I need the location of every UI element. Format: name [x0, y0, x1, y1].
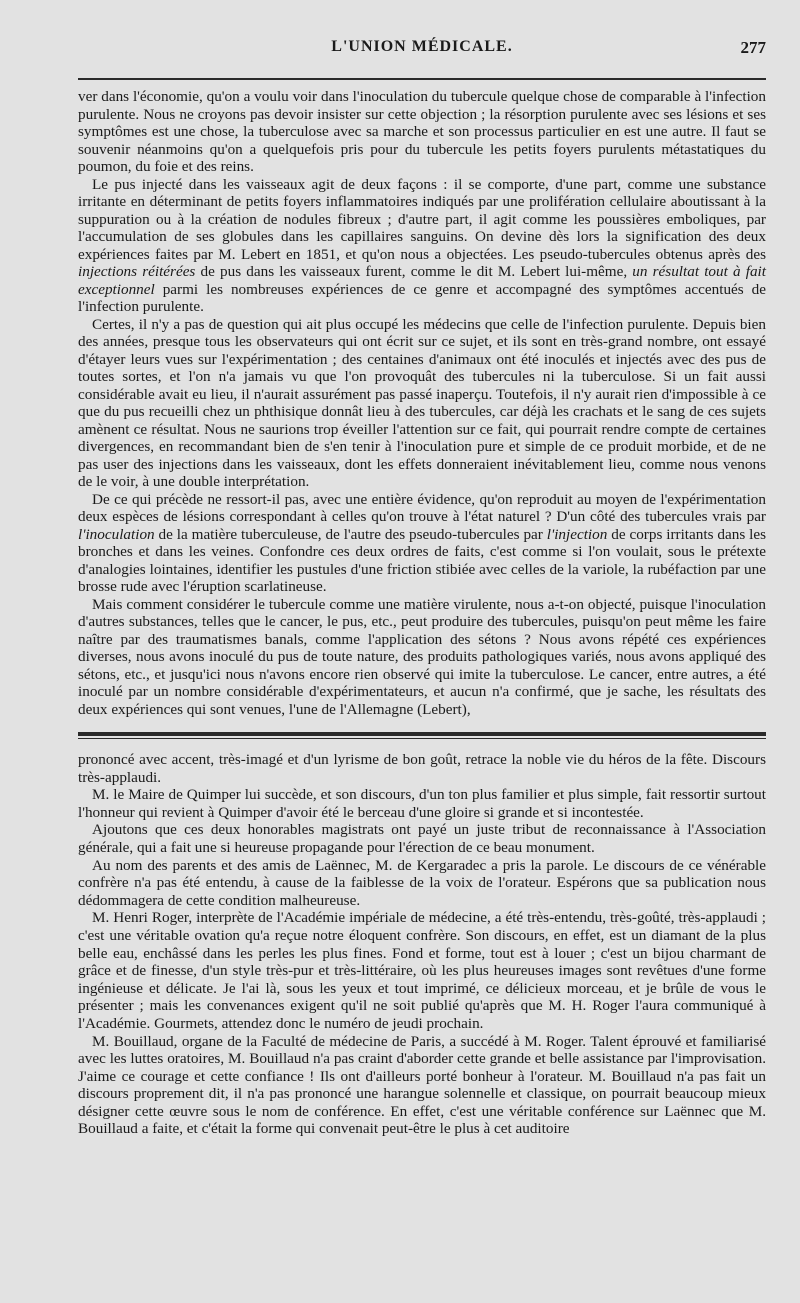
divider-thin-rule: [78, 738, 766, 739]
divider-thick-rule: [78, 732, 766, 736]
feuilleton-column: [78, 751, 766, 1138]
text-run: Le pus injecté dans les vaisseaux agit de deux façons : il se comporte, d'une part, comme une substance irritante en déterminant de petits foyers inflammatoires indiqués par une prolifération cellulaire aboutissant à la suppuration ou à la création de nodules fibreux ; d'autre part, il agit comme les poussières emboliques, par l'accumulation de ses globules dans les capillaires sanguins. On devine dès lors la signification des deux expériences faites par M. Lebert en 1851, et qu'on nous a objectées. Les pseudo-tubercules obtenus après des: [78, 175, 766, 263]
article-paragraph: [78, 491, 766, 596]
article-paragraph: Certes, il n'y a pas de question qui ait plus occupé les médecins que celle de l'infection purulente. Depuis bien des années, presque tous les observateurs qui ont écrit sur ce sujet, et ils sont en très-grand nombre, ont essayé d'étayer leurs vues sur l'expérimentation ; des centaines d'animaux ont été inoculés et injectés avec des pus de toutes sortes, et l'on n'a jamais vu que l'on provoquât des tubercules ni la tuberculose. Si un fait aussi considérable avait eu lieu, il n'aurait assurément pas passé inaperçu. Toutefois, il n'y aurait rien d'impossible à ce que du pus recueilli chez un phthisique donnât lieu à des tubercules, car déjà les crachats et le sang de ces sujets amènent ce résultat. Nous ne saurions trop éveiller l'attention sur ce fait, qui pourrait rendre compte de certaines divergences, en recommandant bien de s'en tenir à l'inoculation pure et simple de ce produit morbide, et de ne pas user des injections dans les vaisseaux, dont les effets donneraient inévitablement lieu, comme nous venons de le voir, à une double interprétation.: [78, 315, 766, 490]
page-header: [78, 38, 766, 72]
feuilleton-paragraph: M. le Maire de Quimper lui succède, et son discours, d'un ton plus familier et plus simple, fait ressortir surtout l'honneur qui revient à Quimper d'avoir été le berceau d'une gloire si grande et si incontestée.: [78, 786, 766, 821]
article-paragraph: Mais comment considérer le tubercule comme une matière virulente, nous a-t-on objecté, puisque l'inoculation d'autres substances, telles que le cancer, le pus, etc., peut produire des tubercules, puisqu'on peut même les faire naître par des traumatismes banals, comme l'application des sétons ? Nous avons répété ces expériences diverses, nous avons inoculé du pus de toute nature, des produits pathologiques variés, nous avons appliqué des sétons, etc., et jusqu'ici nous n'avons encore rien observé qui imite la tuberculose. Le cancer, entre autres, a été inoculé par un nombre considérable d'expérimentateurs, et aucun n'a confirmé, que je sache, les résultats des deux expériences qui sont venues, l'une de l'Allemagne (Lebert),: [78, 595, 766, 718]
article-paragraph: ver dans l'économie, qu'on a voulu voir dans l'inoculation du tubercule quelque chose de comparable à l'infection purulente. Nous ne croyons pas devoir insister sur cette objection ; la résorption purulente avec ses lésions et ses symptômes est une chose, la tuberculose avec sa marche et son processus particulier en est une autre. Il faut se souvenir néanmoins qu'on a quelquefois pris pour du tubercule les petits foyers purulents métastatiques du poumon, du foie et des reins.: [78, 88, 766, 175]
italic-phrase: injections réitérées: [78, 263, 196, 280]
italic-phrase: un résultat tout à fait exceptionnel: [78, 263, 767, 298]
text-run: De ce qui précède ne ressort-il pas, avec une entière évidence, qu'on reproduit au moyen de l'expérimentation deux espèces de lésions correspondant à celles qu'on trouve à l'état naturel ? D'un côté des tubercules vrais par: [78, 490, 766, 525]
feuilleton-paragraph: M. Henri Roger, interprète de l'Académie impériale de médecine, a été très-entendu, très-goûté, très-applaudi ; c'est une véritable ovation qu'a reçue notre éloquent confrère. Son discours, en effet, est un diamant de la plus belle eau, enchâssé dans les perles les plus fines. Fond et forme, tout est à louer ; c'est un bijou charmant de grâce et de finesse, d'un style très-pur et très-littéraire, où les plus heureuses images sont revêtues d'une forme ingénieuse et délicate. Je l'ai là, sous les yeux et tout imprimé, ce délicieux morceau, et je brûle de vous le présenter ; mais les convenances exigent qu'il ne soit publié qu'après que M. H. Roger l'aura communiqué à l'Académie. Gourmets, attendez donc le numéro de jeudi prochain.: [78, 909, 766, 1032]
text-run: de corps irritants dans les bronches et dans les veines. Confondre ces deux ordres de faits, c'est comme si l'on voulait, sous le prétexte d'analogies lointaines, identifier les pustules d'une friction stibiée avec celles de la variole, la rubéfaction par une brosse rude avec l'éruption scarlatineuse.: [78, 525, 766, 595]
text-run: parmi les nombreuses expériences de ce genre et accompagné des symptômes accentués de l'infection purulente.: [78, 280, 766, 315]
italic-phrase: l'inoculation: [78, 525, 155, 543]
article-column: [78, 88, 766, 718]
feuilleton-paragraph: prononcé avec accent, très-imagé et d'un lyrisme de bon goût, retrace la noble vie du héros de la fête. Discours très-applaudi.: [78, 751, 766, 786]
header-rule: [78, 78, 766, 80]
text-run: de la matière tuberculeuse, de l'autre des pseudo-tubercules par: [154, 525, 547, 543]
feuilleton-paragraph: Au nom des parents et des amis de Laënnec, M. de Kergaradec a pris la parole. Le discours de ce vénérable confrère n'a pas été entendu, à cause de la faiblesse de la voix de l'orateur. Espérons que sa publication nous dédommagera de cette condition malheureuse.: [78, 856, 766, 909]
feuilleton-paragraph: M. Bouillaud, organe de la Faculté de médecine de Paris, a succédé à M. Roger. Talent éprouvé et familiarisé avec les luttes oratoires, M. Bouillaud n'a pas craint d'aborder cette grande et belle assistance par l'improvisation. J'aime ce courage et cette confiance ! Ils ont d'ailleurs porté bonheur à l'orateur. M. Bouillaud n'a pas fait un discours proprement dit, il n'a pas prononcé une harangue solennelle et classique, on pourrait beaucoup mieux désigner cette œuvre sous le nom de conférence. En effet, c'est une véritable conférence sur Laënnec que M. Bouillaud a faite, et c'était la forme qui convenait peut-être le plus à cet auditoire: [78, 1032, 766, 1138]
italic-phrase: l'injection: [546, 525, 608, 543]
running-title: L'UNION MÉDICALE.: [331, 38, 513, 55]
page-number: 277: [740, 38, 766, 57]
article-paragraph: [78, 176, 766, 316]
feuilleton-paragraph: Ajoutons que ces deux honorables magistrats ont payé un juste tribut de reconnaissance à l'Association générale, qui a fait une si heureuse propagande pour l'érection de ce beau monument.: [78, 821, 766, 856]
feuilleton-divider: [78, 732, 766, 739]
text-run: de pus dans les vaisseaux furent, comme le dit M. Lebert lui-même,: [195, 263, 633, 280]
